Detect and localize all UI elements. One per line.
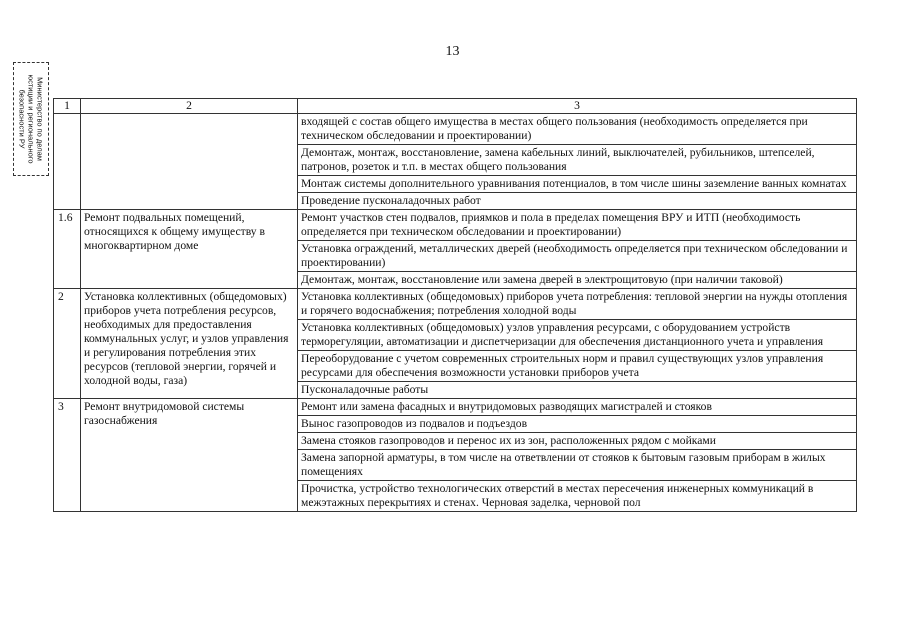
empty-title-cell: [81, 114, 298, 210]
header-col-3: 3: [298, 99, 857, 114]
work-cell: Демонтаж, монтаж, восстановление или замена дверей в электрощитовую (при наличии таковой): [298, 272, 857, 289]
header-row: [54, 99, 857, 114]
header-col-2: 2: [81, 99, 298, 114]
stamp-text: Министерство по делам юстиции и регионального безопасности РУ: [17, 74, 45, 164]
registration-stamp: [13, 62, 49, 176]
work-cell: Переоборудование с учетом современных строительных норм и правил существующих узлов управления ресурсами для обеспечения возможности установки приборов учета: [298, 351, 857, 382]
work-cell: Проведение пусконаладочных работ: [298, 193, 857, 210]
item-number: 2: [54, 289, 81, 399]
work-cell: Замена запорной арматуры, в том числе на ответвлении от стояков к бытовым газовым приборам в жилых помещениях: [298, 450, 857, 481]
work-cell: Установка коллективных (общедомовых) приборов учета потребления: тепловой энергии на нужды отопления и горячего водоснабжения; потребления холодной воды: [298, 289, 857, 320]
item-title: Установка коллективных (общедомовых) приборов учета потребления ресурсов, необходимых для предоставления коммунальных услуг, и узлов управления и регулирования потребления этих ресурсов (тепловой энергии, горячей и холодной воды, газа): [81, 289, 298, 399]
item-number: 3: [54, 399, 81, 512]
work-cell: Установка ограждений, металлических дверей (необходимость определяется при техническом обследовании и проектировании): [298, 241, 857, 272]
work-cell: Пусконаладочные работы: [298, 382, 857, 399]
works-table: [53, 98, 857, 512]
table-row: [54, 399, 857, 416]
table-row: [54, 114, 857, 145]
work-cell: Прочистка, устройство технологических отверстий в местах пересечения инженерных коммуникаций в межэтажных перекрытиях и стенах. Черновая заделка, черновой пол: [298, 481, 857, 512]
work-cell: Ремонт участков стен подвалов, приямков и пола в пределах помещения ВРУ и ИТП (необходимость определяется при техническом обследовании и проектировании): [298, 210, 857, 241]
work-cell: Установка коллективных (общедомовых) узлов управления ресурсами, с оборудованием устройств терморегуляции, автоматизации и диспетчеризации для обеспечения дистанционного учета и управления: [298, 320, 857, 351]
work-cell: Замена стояков газопроводов и перенос их из зон, расположенных рядом с мойками: [298, 433, 857, 450]
table-row: [54, 210, 857, 241]
item-title: Ремонт подвальных помещений, относящихся к общему имуществу в многоквартирном доме: [81, 210, 298, 289]
empty-num-cell: [54, 114, 81, 210]
page-number: 13: [445, 44, 460, 59]
work-cell: Демонтаж, монтаж, восстановление, замена кабельных линий, выключателей, рубильников, штепселей, патронов, розеток и т.п. в местах общего пользования: [298, 145, 857, 176]
work-cell: Монтаж системы дополнительного уравнивания потенциалов, в том числе шины заземление ванных комнатах: [298, 176, 857, 193]
work-cell: Вынос газопроводов из подвалов и подъездов: [298, 416, 857, 433]
work-cell: Ремонт или замена фасадных и внутридомовых разводящих магистралей и стояков: [298, 399, 857, 416]
work-cell: входящей с состав общего имущества в местах общего пользования (необходимость определяется при техническом обследовании и проектировании): [298, 114, 857, 145]
table-row: [54, 289, 857, 320]
item-number: 1.6: [54, 210, 81, 289]
item-title: Ремонт внутридомовой системы газоснабжения: [81, 399, 298, 512]
header-col-1: 1: [54, 99, 81, 114]
